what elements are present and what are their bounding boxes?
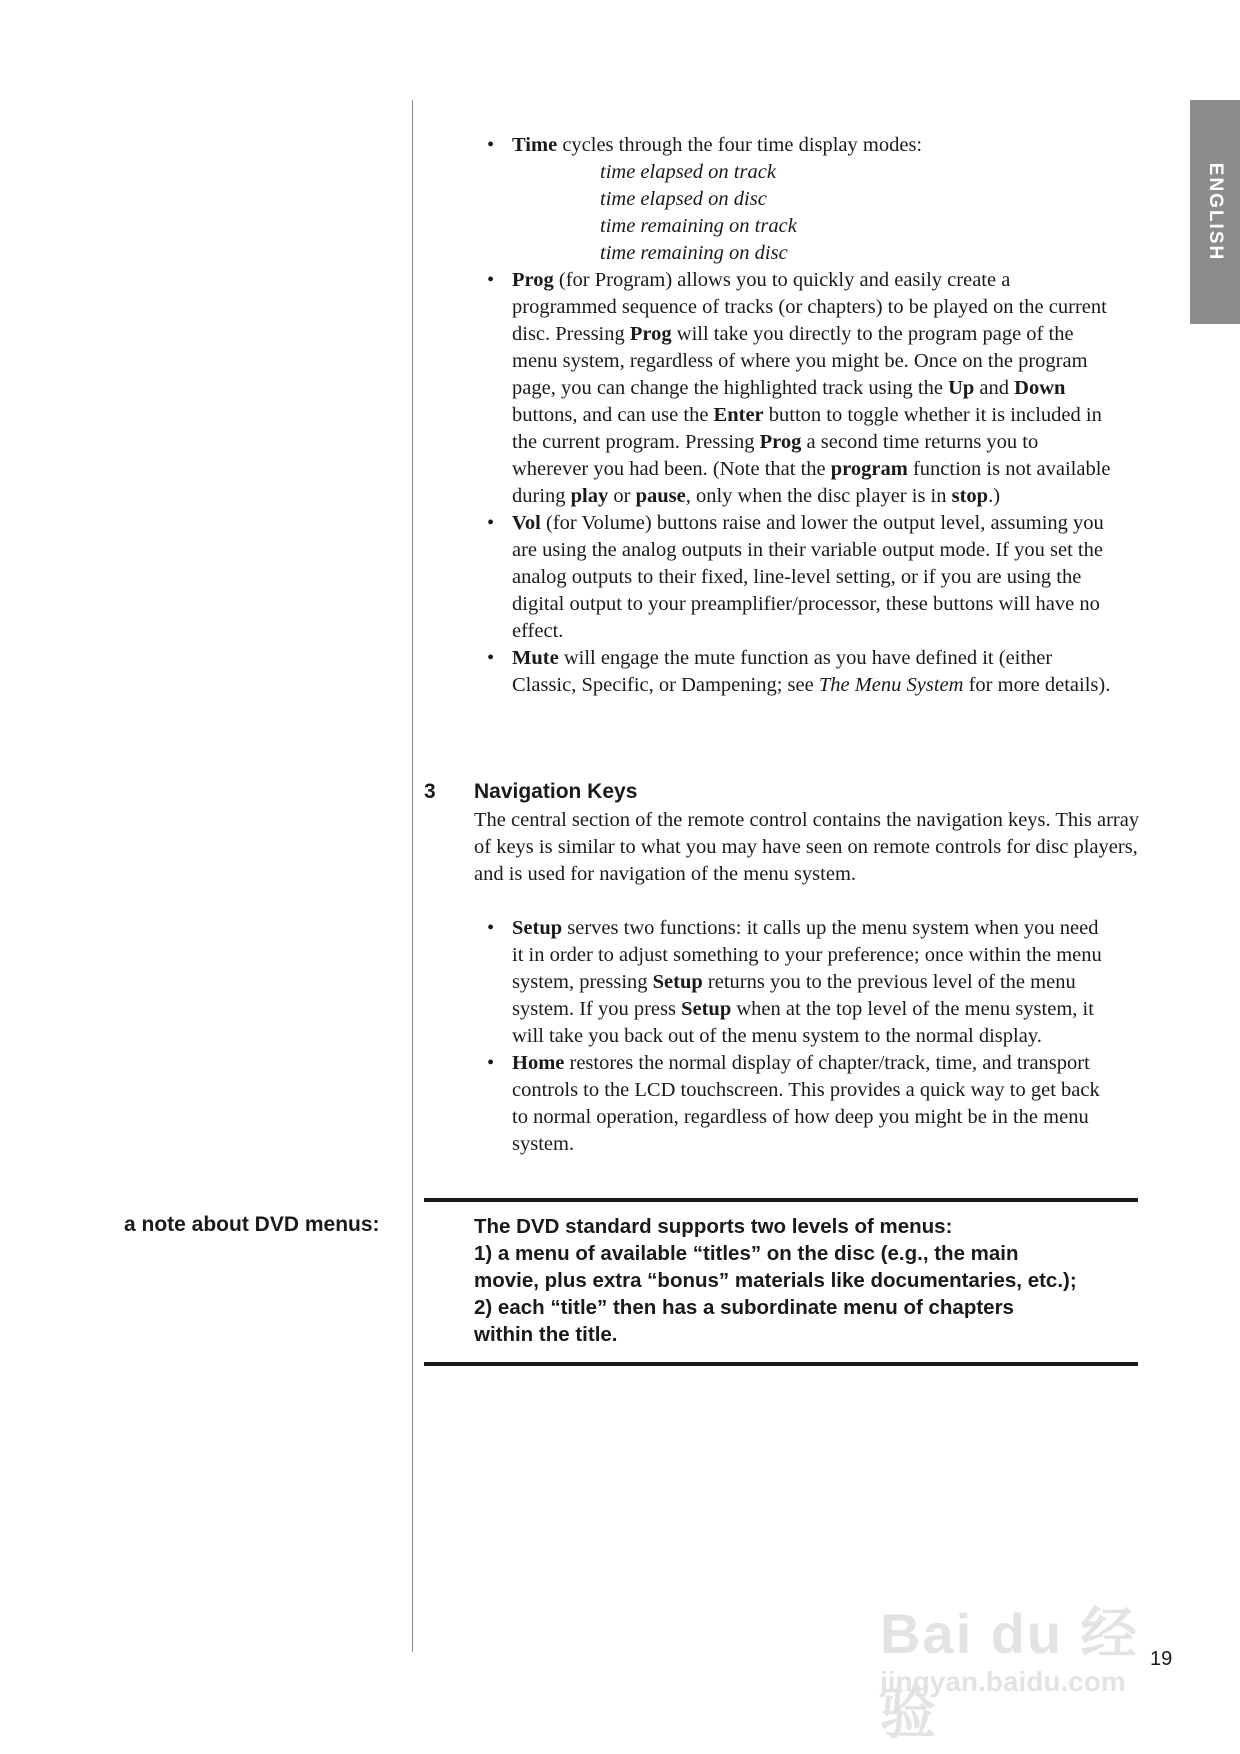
bullet-text: (for Program) allows you to quickly and easily create a programmed sequence of tracks (or chapters) to be played on the current disc. Pressing — [512, 269, 1107, 345]
note-top-rule — [424, 1198, 1138, 1202]
bullet-text: , only when the disc player is in — [685, 485, 952, 507]
bullet-dot: • — [487, 647, 495, 669]
note-text — [474, 1213, 1138, 1348]
watermark-logo: Bai du 经验 — [880, 1602, 1139, 1745]
bullet-dot: • — [487, 134, 495, 156]
bullet-text: serves two functions: it calls up the menu system when you need it in order to adjust something to your preference; once within the menu system, pressing — [512, 917, 1102, 993]
time-mode: time elapsed on disc — [600, 188, 767, 210]
time-mode: time remaining on track — [600, 215, 797, 237]
time-mode: time remaining on disc — [600, 242, 788, 264]
navigation-keys-bullet-list — [487, 915, 1112, 1158]
bullet-text: button to toggle whether it is included in the current program. Pressing — [512, 404, 1102, 453]
note-line: within the title. — [474, 1323, 618, 1346]
bullet-prog — [487, 267, 1112, 510]
bold-keyword: Prog — [759, 431, 802, 453]
bullet-dot: • — [487, 1052, 495, 1074]
bold-keyword: stop — [951, 485, 989, 507]
bullet-dot: • — [487, 512, 495, 534]
bullet-text: when at the top level of the menu system, it will take you back out of the menu system to the normal display. — [512, 998, 1094, 1047]
margin-rule — [412, 100, 413, 1652]
language-tab — [1190, 100, 1240, 324]
bullet-text: for more details). — [963, 674, 1111, 696]
section-paragraph: The central section of the remote control contains the navigation keys. This array of keys is similar to what you may have seen on remote controls for disc players, and is used for navigation of the menu system. — [474, 809, 1140, 885]
time-mode: time elapsed on track — [600, 161, 776, 183]
bold-keyword: play — [570, 485, 609, 507]
bold-keyword: Enter — [713, 404, 764, 426]
bullet-setup — [487, 915, 1112, 1050]
watermark-url: jingyan.baidu.com — [880, 1666, 1126, 1697]
bold-keyword: program — [830, 458, 908, 480]
bold-keyword: Down — [1014, 377, 1066, 399]
bold-keyword: Up — [948, 377, 975, 399]
note-bottom-rule — [424, 1362, 1138, 1366]
bullet-text: cycles through the four time display modes: — [557, 134, 923, 156]
language-tab-label: ENGLISH — [1205, 162, 1227, 262]
bullet-text: function is not available during — [512, 458, 1111, 507]
bold-keyword: Prog — [629, 323, 672, 345]
bullet-term: Setup — [512, 917, 563, 939]
page-number: 19 — [1150, 1648, 1173, 1670]
bullet-dot: • — [487, 917, 495, 939]
bullet-term: Vol — [512, 512, 541, 534]
remote-keys-bullet-list — [487, 132, 1112, 699]
bullet-term: Mute — [512, 647, 559, 669]
bullet-text: a second time returns you to wherever you had been. (Note that the — [512, 431, 1039, 480]
bold-keyword: Setup — [652, 971, 703, 993]
bullet-home — [487, 1050, 1112, 1158]
bullet-term: Prog — [512, 269, 554, 291]
bullet-vol — [487, 510, 1112, 645]
note-line: 1) a menu of available “titles” on the disc (e.g., the main — [474, 1242, 1019, 1265]
bullet-text: will engage the mute function as you have defined it (either Classic, Specific, or Dampening; see — [512, 647, 1053, 696]
note-line: 2) each “title” then has a subordinate menu of chapters — [474, 1296, 1014, 1319]
section-number: 3 — [424, 780, 436, 803]
bullet-text: returns you to the previous level of the menu system. If you press — [512, 971, 1076, 1020]
bullet-text: or — [608, 485, 636, 507]
bullet-text: and — [974, 377, 1015, 399]
time-modes-list — [512, 159, 1112, 267]
baidu-watermark — [880, 1590, 1180, 1745]
bullet-term: Time — [512, 134, 558, 156]
bullet-text: (for Volume) buttons raise and lower the output level, assuming you are using the analog outputs in their variable output mode. If you set the analog outputs to their fixed, line-level setting, or if you are using the digital output to your preamplifier/processor, these buttons will have no effect. — [512, 512, 1104, 642]
bullet-text: will take you directly to the program page of the menu system, regardless of where you might be. Once on the program page, you can change the highlighted track using the — [512, 323, 1088, 399]
note-label: a note about DVD menus: — [124, 1213, 380, 1236]
bold-keyword: pause — [635, 485, 686, 507]
bold-keyword: Setup — [681, 998, 732, 1020]
italic-reference: The Menu System — [818, 674, 964, 696]
note-line: The DVD standard supports two levels of menus: — [474, 1215, 953, 1238]
bullet-time — [487, 132, 1112, 267]
bullet-text: restores the normal display of chapter/track, time, and transport controls to the LCD touchscreen. This provides a quick way to get back to normal operation, regardless of how deep you might be in the menu system. — [512, 1052, 1100, 1155]
bullet-text: .) — [988, 485, 1001, 507]
bullet-dot: • — [487, 269, 495, 291]
note-line: movie, plus extra “bonus” materials like documentaries, etc.); — [474, 1269, 1077, 1292]
bullet-mute — [487, 645, 1112, 699]
section-title: Navigation Keys — [474, 780, 638, 803]
bullet-term: Home — [512, 1052, 565, 1074]
bullet-text: buttons, and can use the — [512, 404, 714, 426]
